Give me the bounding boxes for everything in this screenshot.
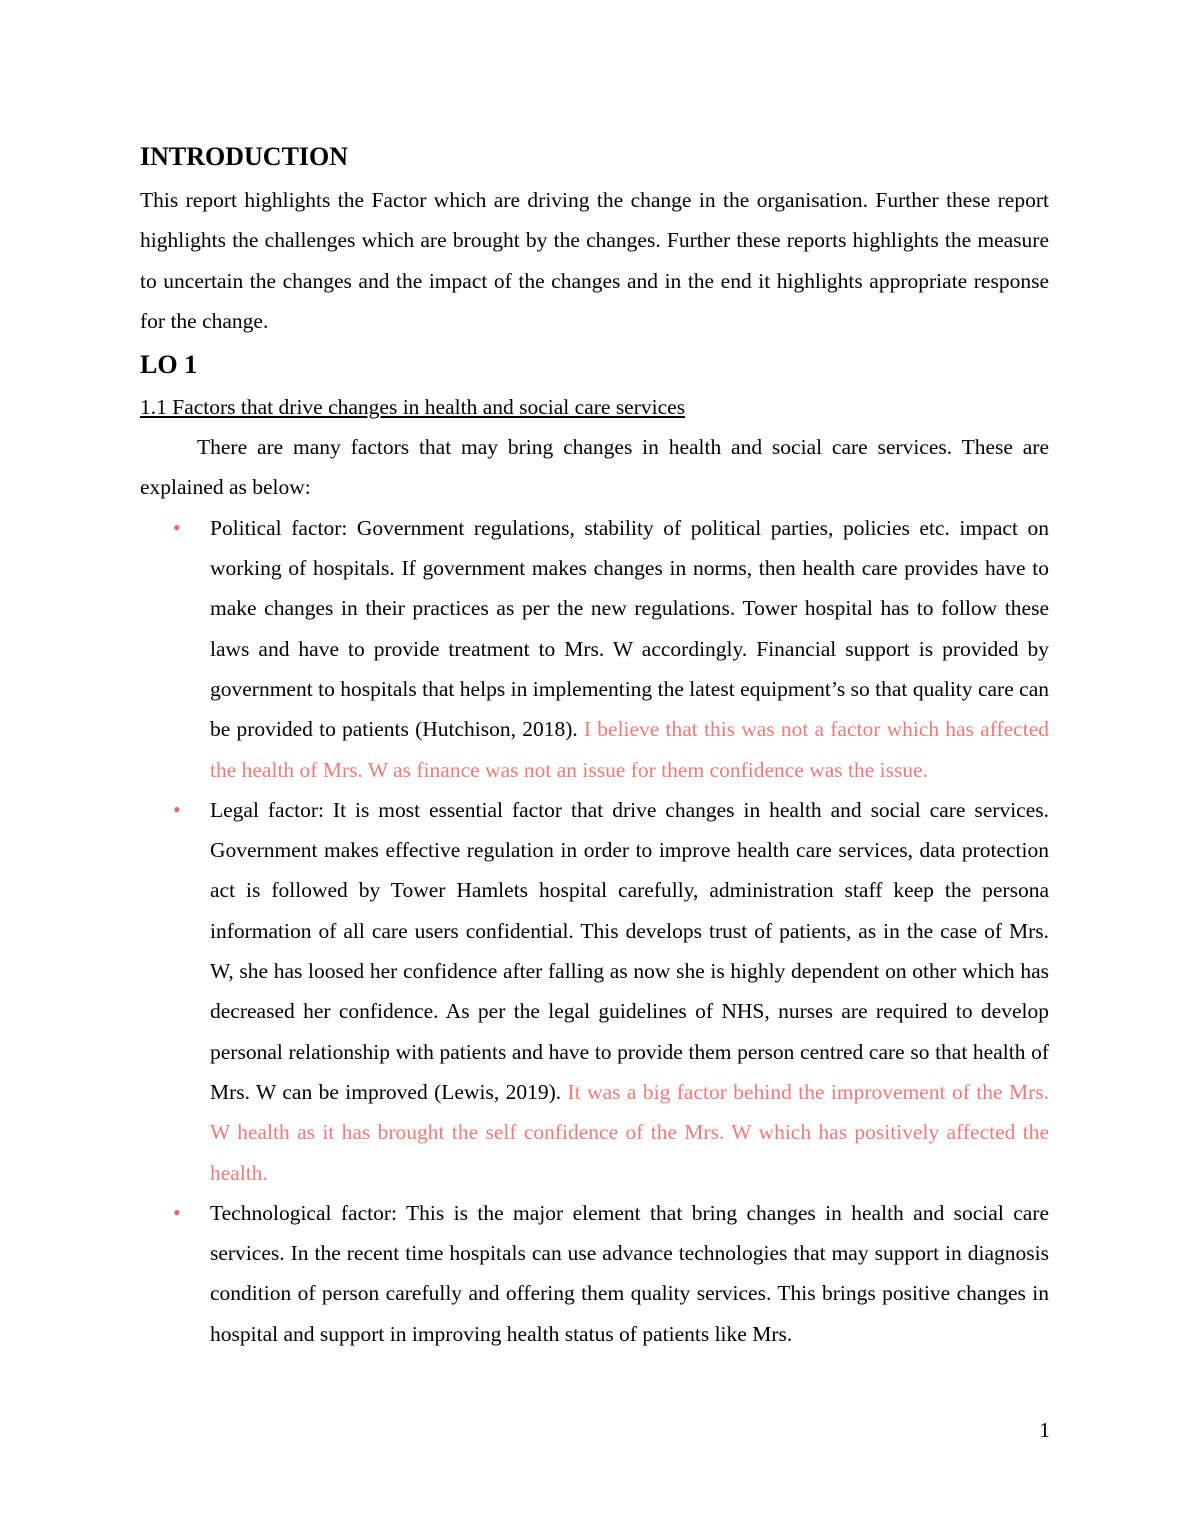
- factor-list: [140, 508, 1049, 1354]
- list-item-political: [173, 508, 1049, 790]
- lo1-heading: LO 1: [140, 350, 198, 380]
- list-item-technological: [173, 1193, 1049, 1354]
- bullet-icon: •: [173, 1199, 181, 1225]
- bullet-comment: I believe that this was not a factor which has affected the health of Mrs. W as finance was not an issue for them confidence was the issue.: [210, 717, 1049, 782]
- introduction-paragraph: This report highlights the Factor which are driving the change in the organisation. Further these report highlights the challenges which are brought by the changes. Further these reports highlights the measure to uncertain the changes and the impact of the changes and in the end it highlights appropriate response for the change.: [140, 188, 1049, 333]
- bullet-icon: •: [173, 796, 181, 822]
- bullet-text: Legal factor: It is most essential factor that drive changes in health and social care services. Government makes effective regulation in order to improve health care services, data protection act is followed by Tower Hamlets hospital carefully, administration staff keep the persona information of all care users confidential. This develops trust of patients, as in the case of Mrs. W, she has loosed her confidence after falling as now she is highly dependent on other which has decreased her confidence. As per the legal guidelines of NHS, nurses are required to develop personal relationship with patients and have to provide them person centred care so that health of Mrs. W can be improved (Lewis, 2019).: [210, 797, 1049, 1104]
- bullet-icon: •: [173, 514, 181, 540]
- page-number: 1: [1039, 1418, 1050, 1442]
- bullet-text: Technological factor: This is the major element that bring changes in health and social care services. In the recent time hospitals can use advance technologies that may support in diagnosis condition of person carefully and offering them quality services. This brings positive changes in hospital and support in improving health status of patients like Mrs.: [210, 1200, 1049, 1346]
- bullet-text: Political factor: Government regulations, stability of political parties, policies etc. impact on working of hospitals. If government makes changes in norms, then health care provides have to make changes in their practices as per the new regulations. Tower hospital has to follow these laws and have to provide treatment to Mrs. W accordingly. Financial support is provided by government to hospitals that helps in implementing the latest equipment’s so that quality care can be provided to patients (Hutchison, 2018).: [210, 515, 1049, 742]
- section-title: 1.1 Factors that drive changes in health and social care services: [140, 395, 686, 420]
- introduction-heading: INTRODUCTION: [140, 142, 349, 171]
- bullet-comment: It was a big factor behind the improvement of the Mrs. W health as it has brought the self confidence of the Mrs. W which has positively affected the health.: [210, 1079, 1049, 1185]
- document-page: [140, 140, 1049, 1354]
- section-intro-paragraph: There are many factors that may bring changes in health and social care services. These are explained as below:: [140, 435, 1049, 500]
- list-item-legal: [173, 790, 1049, 1193]
